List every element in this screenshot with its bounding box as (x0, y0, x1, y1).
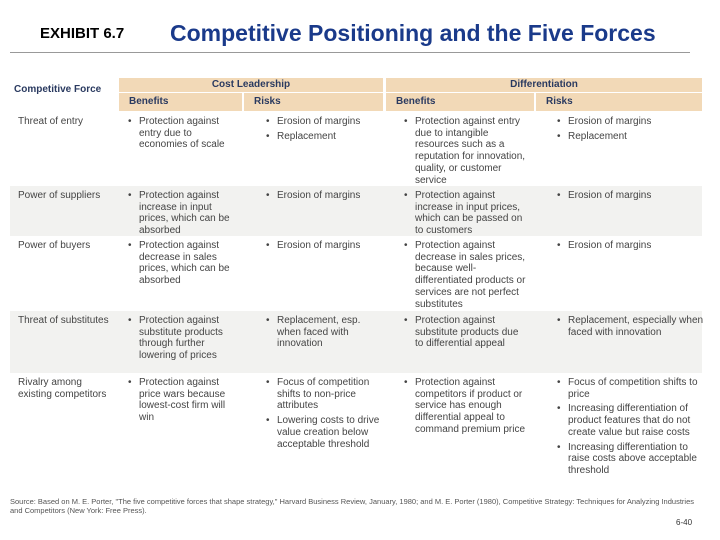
cl-benefits-cell (125, 377, 238, 427)
d-risks-cell (554, 315, 704, 341)
d-risks-cell (554, 116, 704, 145)
table-row (10, 311, 702, 373)
title-divider (10, 52, 690, 53)
d-risks-cell (554, 190, 704, 205)
d-benefits-cell (401, 240, 529, 313)
bullet-item: • Increasing differentiation to raise costs above acceptable threshold (554, 442, 704, 477)
bullet-item: • Protection against entry due to economies of scale (125, 116, 238, 151)
bullet-item: • Replacement, esp. when faced with innovation (263, 315, 385, 350)
bullet-item: • Replacement (554, 131, 704, 143)
d-benefits-cell (401, 190, 529, 240)
cl-risks-cell (263, 190, 385, 205)
force-label: Power of suppliers (18, 190, 101, 201)
bullet-item: • Replacement, especially when faced with innovation (554, 315, 704, 338)
force-label: Threat of substitutes (18, 315, 109, 326)
source-note: Source: Based on M. E. Porter, "The five competitive forces that shape strategy," Harvard Business Review, January, 1980; and M. E. Porter (1980), Competitive Strategy: Techniques for Analyzing Industries and Competitors (New York: Free Press). (10, 497, 694, 515)
d-risks-header: Risks (536, 93, 702, 111)
bullet-item: • Erosion of margins (554, 240, 704, 252)
d-risks-cell (554, 240, 704, 255)
d-benefits-header: Benefits (386, 93, 534, 111)
bullet-item: • Erosion of margins (263, 190, 385, 202)
force-label: Threat of entry (18, 116, 84, 127)
page-number: 6-40 (676, 518, 693, 527)
bullet-item: • Protection against entry due to intangible resources such as a reputation for innovation, quality, or customer service (401, 116, 529, 186)
differentiation-header: Differentiation (386, 78, 702, 92)
cl-benefits-cell (125, 116, 238, 154)
cl-risks-cell (263, 315, 385, 353)
cl-benefits-cell (125, 190, 238, 240)
cl-risks-header: Risks (244, 93, 383, 111)
bullet-item: • Erosion of margins (263, 116, 385, 128)
bullet-item: • Erosion of margins (554, 190, 704, 202)
bullet-item: • Protection against increase in input prices, which can be absorbed (125, 190, 238, 237)
cl-risks-cell (263, 377, 385, 453)
bullet-item: • Protection against competitors if product or service has enough differential appeal to command premium price (401, 377, 529, 436)
cl-benefits-cell (125, 240, 238, 290)
bullet-item: • Protection against decrease in sales prices, because well-differentiated products or services are not perfect substitutes (401, 240, 529, 310)
bullet-item: • Replacement (263, 131, 385, 143)
bullet-item: • Protection against increase in input prices, which can be passed on to customers (401, 190, 529, 237)
cost-leadership-header: Cost Leadership (119, 78, 383, 92)
d-benefits-cell (401, 116, 529, 189)
d-benefits-cell (401, 315, 529, 353)
cl-benefits-header: Benefits (119, 93, 242, 111)
d-risks-cell (554, 377, 704, 480)
table-row (10, 112, 702, 186)
table-row (10, 186, 702, 236)
bullet-item: • Erosion of margins (263, 240, 385, 252)
bullet-item: • Protection against decrease in sales prices, which can be absorbed (125, 240, 238, 287)
bullet-item: • Increasing differentiation of product features that do not create value but raise costs (554, 403, 704, 438)
bullet-item: • Focus of competition shifts to non-price attributes (263, 377, 385, 412)
bullet-item: • Protection against substitute products through further lowering of prices (125, 315, 238, 362)
d-benefits-cell (401, 377, 529, 439)
cl-risks-cell (263, 240, 385, 255)
force-label: Rivalry among existing competitors (18, 377, 107, 400)
table-row (10, 373, 702, 493)
exhibit-label: EXHIBIT 6.7 (40, 25, 125, 42)
bullet-item: • Protection against price wars because lowest-cost firm will win (125, 377, 238, 424)
bullet-item: • Protection against substitute products due to differential appeal (401, 315, 529, 350)
table-row (10, 236, 702, 311)
bullet-item: • Focus of competition shifts to price (554, 377, 704, 400)
slide-title: Competitive Positioning and the Five Forces (170, 20, 656, 46)
bullet-item: • Lowering costs to drive value creation below acceptable threshold (263, 415, 385, 450)
competitive-force-header: Competitive Force (14, 84, 102, 95)
force-label: Power of buyers (18, 240, 91, 251)
cl-risks-cell (263, 116, 385, 145)
cl-benefits-cell (125, 315, 238, 365)
bullet-item: • Erosion of margins (554, 116, 704, 128)
